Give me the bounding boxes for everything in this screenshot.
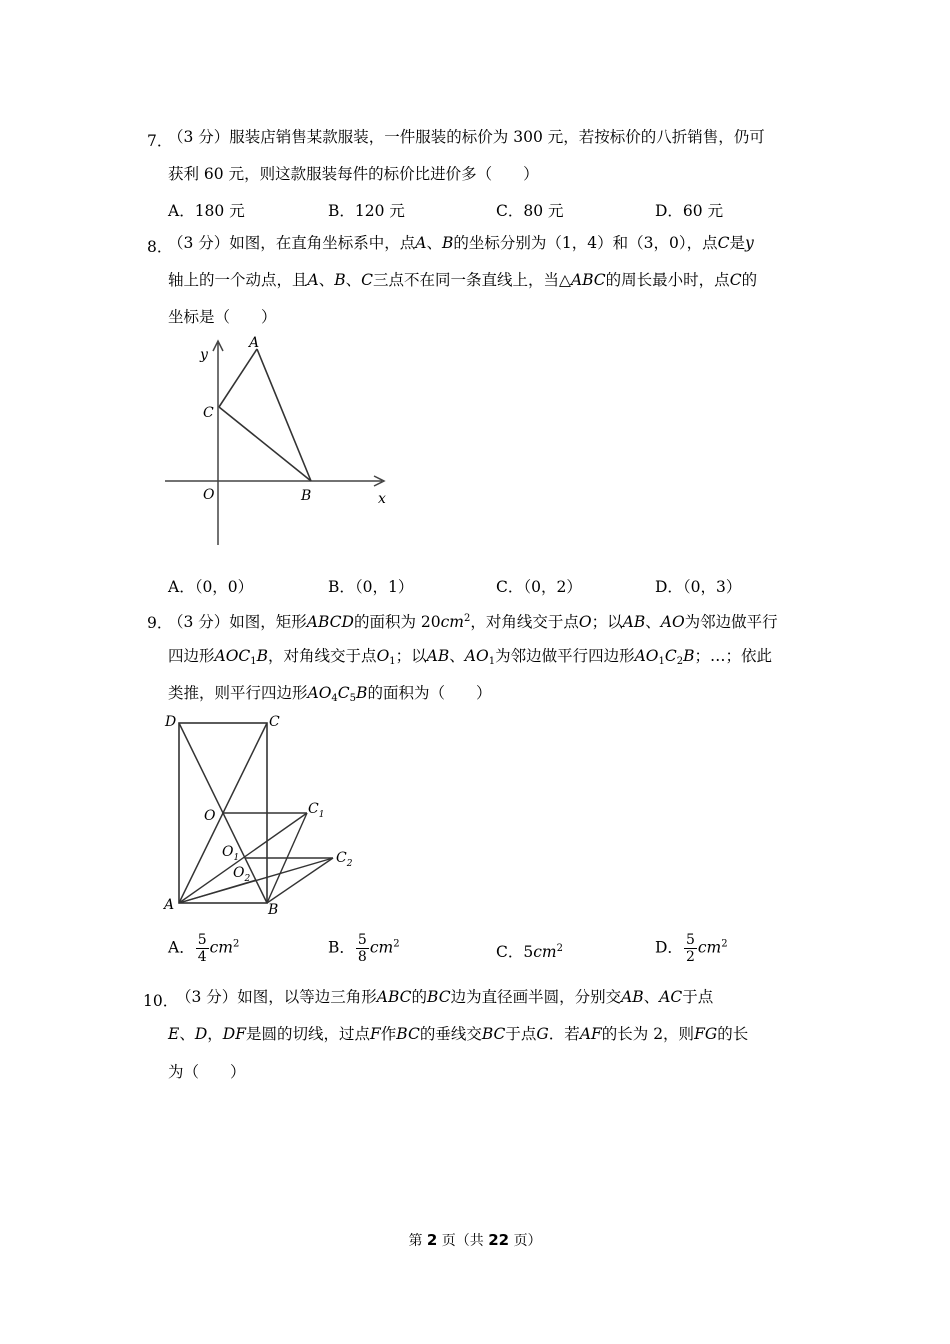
q8-text-line1: （3 分）如图，在直角坐标系中，点A、B的坐标分别为（1，4）和（3，0），点C是y	[168, 234, 754, 252]
label-c1: $C_1$	[308, 801, 325, 820]
label-c: C	[269, 714, 280, 730]
q8-option-d: D．（0，3）	[655, 578, 742, 596]
q7-option-a: A．180 元	[168, 202, 245, 220]
q7-option-d: D．60 元	[655, 202, 724, 220]
q10-number: 10．	[143, 992, 179, 1010]
q9-text-line1: （3 分）如图，矩形ABCD的面积为 $20cm^2$，对角线交于点O；以AB、AO为邻边做平行	[168, 613, 778, 631]
q7-number: 7．	[147, 132, 173, 150]
label-c: C	[203, 405, 214, 421]
label-b: B	[301, 488, 312, 504]
q8-option-b: B．（0，1）	[328, 578, 414, 596]
segment-ca	[219, 349, 257, 407]
q7-option-c: C．80 元	[496, 202, 564, 220]
current-page: 2	[426, 1231, 438, 1249]
q9-rectangle-figure	[160, 710, 370, 920]
q7-text-line2: 获利 60 元，则这款服装每件的标价比进价多（ ）	[168, 165, 539, 183]
q8-coordinate-figure	[160, 335, 395, 555]
q9-text-line3: 类推，则平行四边形$AO_4C_5B$的面积为（ ）	[168, 684, 492, 704]
label-a: A	[164, 897, 175, 913]
segment-ab	[257, 349, 311, 481]
q10-text-line2: E、D，DF是圆的切线，过点F作BC的垂线交BC于点G．若AF的长为 2，则FG的长	[168, 1025, 749, 1043]
q9-option-d: D． $\frac{5}{2}$ $cm^2$	[655, 932, 728, 965]
q9-option-c: C．$5cm^2$	[496, 943, 563, 961]
label-o1: $O_1$	[222, 844, 240, 863]
q8-option-c: C．（0，2）	[496, 578, 582, 596]
label-b: B	[268, 902, 279, 918]
q9-option-a: A． $\frac{5}{4}$ $cm^2$	[168, 932, 240, 965]
page-footer: 第 2 页（共 22 页）	[408, 1231, 542, 1249]
q7-text-line1: （3 分）服装店销售某款服装，一件服装的标价为 300 元，若按标价的八折销售，仍可	[168, 128, 765, 146]
segment-cb	[219, 407, 311, 481]
label-o: O	[203, 487, 215, 503]
q9-text-line2: 四边形$AOC_1B$，对角线交于点$O_1$；以AB、$AO_1$为邻边做平行四边形$AO_1C_2B$；…；依此	[168, 647, 773, 667]
label-y: y	[200, 347, 208, 363]
label-a: A	[249, 335, 260, 351]
label-c2: $C_2$	[336, 850, 353, 869]
q10-text-line3: 为（ ）	[168, 1063, 246, 1081]
q10-text-line1: （3 分）如图，以等边三角形ABC的BC边为直径画半圆，分别交AB、AC于点	[176, 988, 714, 1006]
total-pages: 22	[488, 1231, 510, 1249]
q9-option-b: B． $\frac{5}{8}$ $cm^2$	[328, 932, 400, 965]
q7-option-b: B．120 元	[328, 202, 405, 220]
label-o2: $O_2$	[233, 865, 251, 884]
q9-number: 9．	[147, 614, 173, 632]
q8-option-a: A．（0，0）	[168, 578, 254, 596]
q8-number: 8．	[147, 238, 173, 256]
label-x: x	[378, 491, 386, 507]
q8-text-line3: 坐标是（ ）	[168, 308, 277, 326]
label-d: D	[165, 714, 177, 730]
q8-text-line2: 轴上的一个动点，且A、B、C三点不在同一条直线上，当△ABC的周长最小时，点C的	[168, 271, 758, 289]
label-o: O	[204, 808, 216, 824]
